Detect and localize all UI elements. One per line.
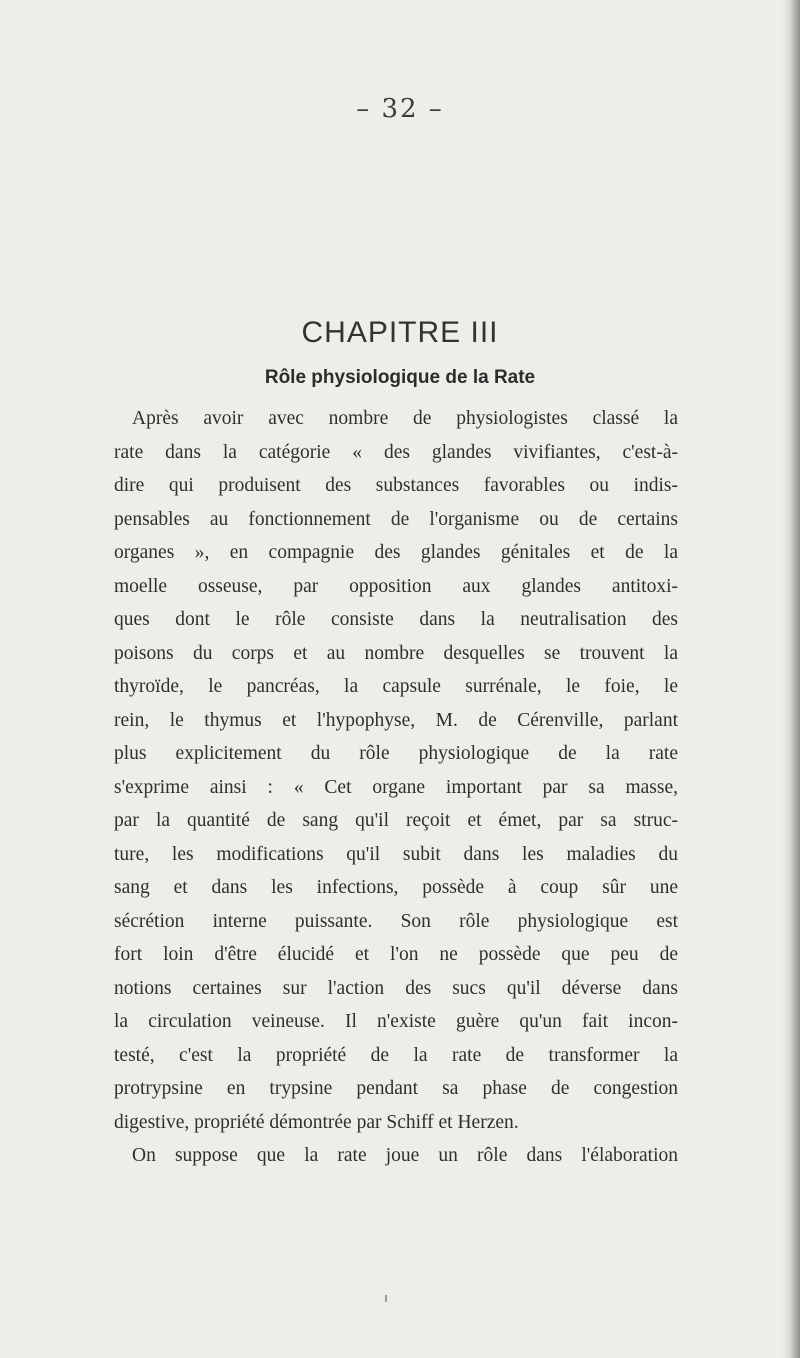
chapter-heading: CHAPITRE III — [301, 316, 499, 349]
text-line: plus explicitement du rôle physiologique de la rate — [114, 743, 678, 764]
text-line: On suppose que la rate joue un rôle dans l'élaboration — [132, 1145, 678, 1166]
text-line: rein, le thymus et l'hypophyse, M. de Cérenville, parlant — [114, 709, 678, 731]
text-line: poisons du corps et au nombre desquelles se trouvent la — [114, 642, 678, 664]
text-line: pensables au fonctionnement de l'organisme ou de certains — [114, 508, 678, 530]
text-line: thyroïde, le pancréas, la capsule surrénale, le foie, le — [114, 676, 678, 697]
text-line: testé, c'est la propriété de la rate de transformer la — [114, 1044, 678, 1066]
text-line: la circulation veineuse. Il n'existe guère qu'un fait incon- — [114, 1011, 678, 1032]
text-line: sang et dans les infections, possède à coup sûr une — [114, 877, 678, 898]
text-line: digestive, propriété démontrée par Schiff et Herzen. — [114, 1111, 519, 1133]
page-edge-shadow — [782, 0, 800, 1358]
text-line: par la quantité de sang qu'il reçoit et émet, par sa struc- — [114, 810, 678, 831]
page-number: – 32 – — [356, 94, 444, 124]
text-line: sécrétion interne puissante. Son rôle physiologique est — [114, 910, 678, 932]
text-line: fort loin d'être élucidé et l'on ne possède que peu de — [114, 944, 678, 965]
text-line: dire qui produisent des substances favorables ou indis- — [114, 475, 678, 496]
text-line: protrypsine en trypsine pendant sa phase de congestion — [114, 1078, 678, 1099]
text-line: ture, les modifications qu'il subit dans les maladies du — [114, 843, 678, 865]
text-line: organes », en compagnie des glandes génitales et de la — [114, 542, 678, 563]
body-text — [114, 402, 678, 1173]
text-line: notions certaines sur l'action des sucs qu'il déverse dans — [114, 977, 678, 999]
text-line: s'exprime ainsi : « Cet organe important par sa masse, — [114, 776, 678, 798]
section-title: Rôle physiologique de la Rate — [264, 367, 536, 388]
ink-speck — [385, 1295, 387, 1302]
text-line: Après avoir avec nombre de physiologistes classé la — [132, 408, 678, 429]
text-line: moelle osseuse, par opposition aux glandes antitoxi- — [114, 575, 678, 597]
text-line: rate dans la catégorie « des glandes vivifiantes, c'est-à- — [114, 441, 678, 463]
text-line: ques dont le rôle consiste dans la neutralisation des — [114, 609, 678, 630]
